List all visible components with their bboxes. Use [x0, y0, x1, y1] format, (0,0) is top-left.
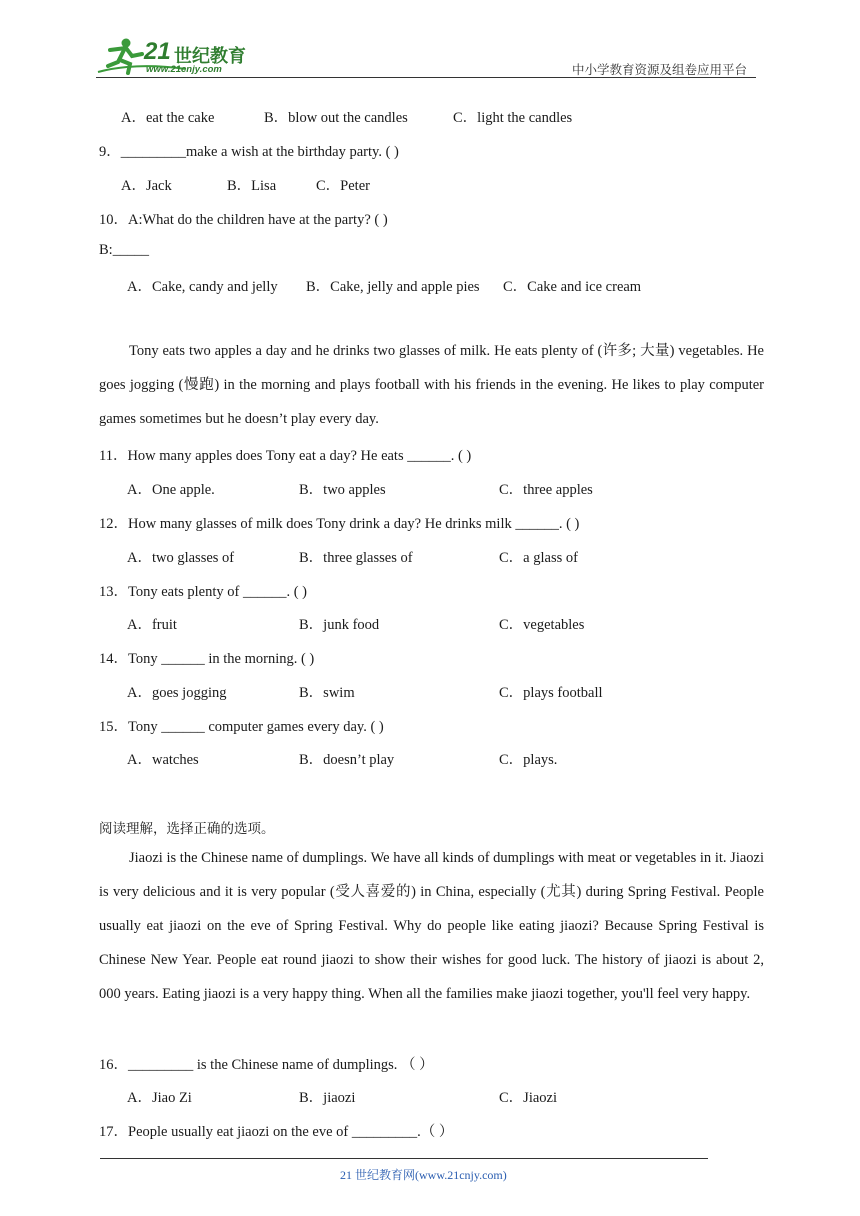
q14-stem: 14．Tony ______ in the morning. ( ) — [99, 651, 315, 667]
q15-option-c: C．plays. — [499, 752, 558, 768]
footer-divider — [100, 1158, 708, 1159]
q14-option-b: B．swim — [299, 685, 355, 701]
q12-stem: 12．How many glasses of milk does Tony drink a day? He drinks milk ______. ( ) — [99, 516, 580, 532]
footer-site-link[interactable]: 21 世纪教育网(www.21cnjy.com) — [340, 1168, 507, 1182]
passage-tony — [99, 334, 764, 436]
q14-option-a: A．goes jogging — [127, 685, 227, 701]
q11-option-a: A．One apple. — [127, 482, 215, 498]
passage-jiaozi — [99, 841, 764, 1011]
logo-url: www.21cnjy.com — [146, 64, 222, 75]
q10-option-a: A．Cake, candy and jelly — [127, 279, 278, 295]
q9-option-c: C．Peter — [316, 178, 370, 194]
passage-tony-text: Tony eats two apples a day and he drinks two glasses of milk. He eats plenty of (许多; 大量) vegetables. He goes jogging (慢跑) in the morning and plays football with his friends in the evening. He likes to play computer games sometimes but he doesn’t play every day. — [99, 343, 764, 427]
q12-option-a: A．two glasses of — [127, 550, 235, 566]
q11-stem: 11．How many apples does Tony eat a day? He eats ______. ( ) — [99, 448, 472, 464]
logo-cn-text: 世纪教育 — [174, 46, 246, 67]
logo-number: 21 — [144, 38, 171, 65]
header-platform-text: 中小学教育资源及组卷应用平台 — [572, 62, 748, 77]
q16-option-c: C．Jiaozi — [499, 1090, 557, 1106]
q12-option-c: C．a glass of — [499, 550, 578, 566]
q10-b-line: B:_____ — [99, 242, 149, 258]
q9-stem: 9．_________make a wish at the birthday party. ( ) — [99, 144, 399, 160]
header-divider — [96, 77, 756, 78]
q15-stem: 15．Tony ______ computer games every day. ( ) — [99, 719, 384, 735]
q12-option-b: B．three glasses of — [299, 550, 413, 566]
site-logo — [96, 36, 266, 76]
q10-option-c: C．Cake and ice cream — [503, 279, 642, 295]
q17-stem: 17．People usually eat jiaozi on the eve of _________.（ ） — [99, 1124, 454, 1140]
q16-option-b: B．jiaozi — [299, 1090, 356, 1106]
q15-option-a: A．watches — [127, 752, 199, 768]
q11-option-b: B．two apples — [299, 482, 386, 498]
q8-option-a: A．eat the cake — [121, 110, 215, 126]
q10-stem: 10．A:What do the children have at the party? ( ) — [99, 212, 388, 228]
q15-option-b: B．doesn’t play — [299, 752, 395, 768]
q14-option-c: C．plays football — [499, 685, 603, 701]
q9-option-b: B．Lisa — [227, 178, 277, 194]
q16-stem: 16．_________ is the Chinese name of dumplings. （ ） — [99, 1057, 434, 1073]
section-title: 阅读理解，选择正确的选项。 — [99, 821, 275, 837]
q8-option-b: B．blow out the candles — [264, 110, 408, 126]
q13-option-a: A．fruit — [127, 617, 177, 633]
q13-stem: 13．Tony eats plenty of ______. ( ) — [99, 584, 307, 600]
q16-option-a: A．Jiao Zi — [127, 1090, 192, 1106]
q10-option-b: B．Cake, jelly and apple pies — [306, 279, 480, 295]
q9-option-a: A．Jack — [121, 178, 172, 194]
q13-option-c: C．vegetables — [499, 617, 585, 633]
q8-option-c: C．light the candles — [453, 110, 573, 126]
q13-option-b: B．junk food — [299, 617, 380, 633]
q11-option-c: C．three apples — [499, 482, 593, 498]
passage-jiaozi-text: Jiaozi is the Chinese name of dumplings. We have all kinds of dumplings with meat or vegetables in it. Jiaozi is very delicious and it is very popular (受人喜爱的) in China, especially (尤其) during Spring Festival. People usually eat jiaozi on the eve of Spring Festival. Why do people like eating jiaozi? Because Spring Festival is Chinese New Year. People eat round jiaozi to show their wishes for good luck. The history of jiaozi is about 2, 000 years. Eating jiaozi is a very happy thing. When all the families make jiaozi together, you'll feel very happy. — [99, 850, 764, 1002]
